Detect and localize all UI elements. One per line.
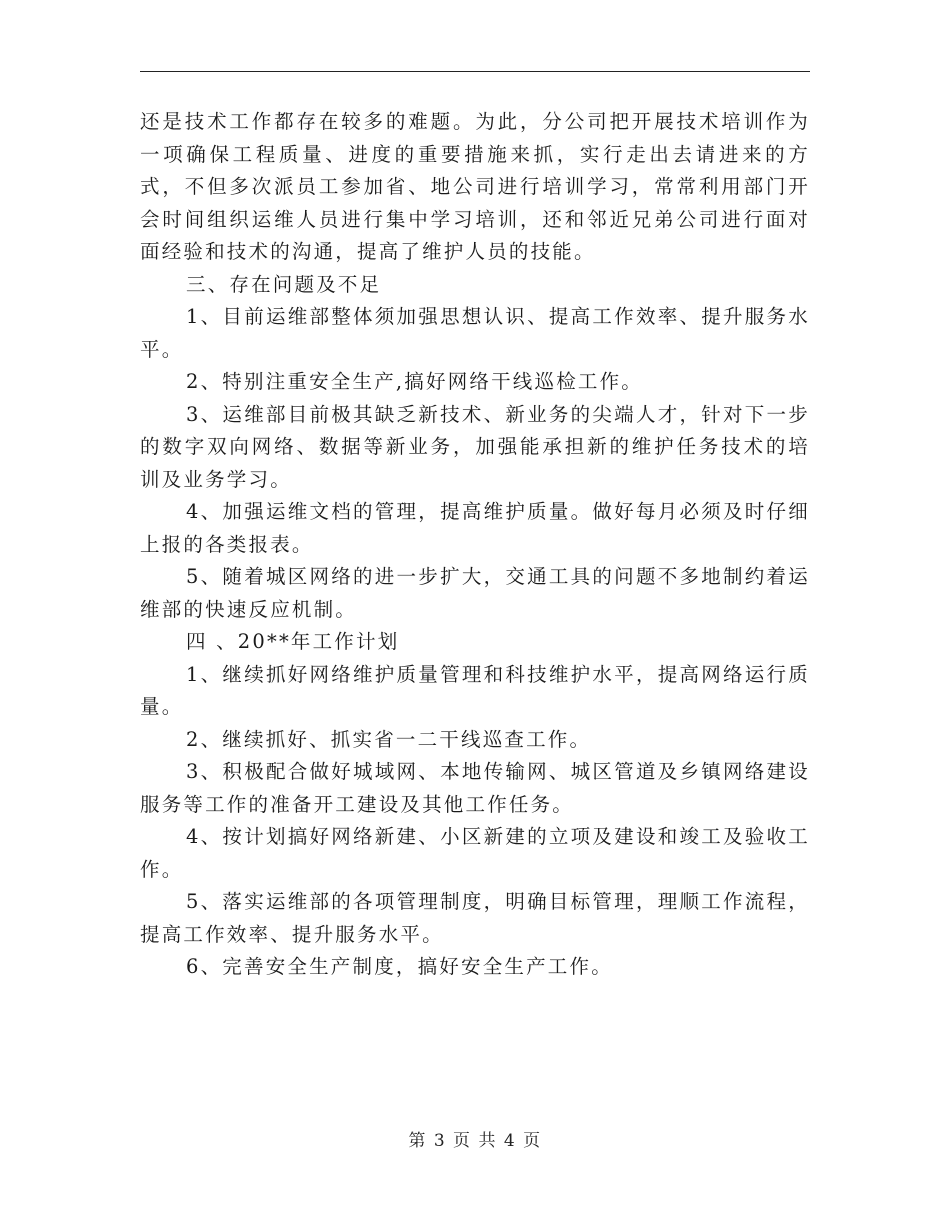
paragraph: 2、特别注重安全生产,搞好网络干线巡检工作。 [186, 370, 644, 393]
paragraph: 4、加强运维文档的管理，提高维护质量。做好每月必须及时仔细上报的各类报表。 [140, 500, 810, 556]
paragraph: 6、完善安全生产制度，搞好安全生产工作。 [186, 955, 613, 978]
section-heading-plan: 四 、20**年工作计划 [186, 630, 400, 653]
paragraph: 5、落实运维部的各项管理制度，明确目标管理，理顺工作流程，提高工作效率、提升服务水平。 [140, 890, 810, 946]
paragraph: 还是技术工作都存在较多的难题。为此，分公司把开展技术培训作为一项确保工程质量、进度的重要措施来抓，实行走出去请进来的方式，不但多次派员工参加省、地公司进行培训学习，常常利用部门开会时间组织运维人员进行集中学习培训，还和邻近兄弟公司进行面对面经验和技术的沟通，提高了维护人员的技能。 [140, 110, 810, 263]
paragraph: 1、目前运维部整体须加强思想认识、提高工作效率、提升服务水平。 [140, 305, 810, 361]
section-heading-problems: 三、存在问题及不足 [186, 272, 382, 296]
paragraph: 3、运维部目前极其缺乏新技术、新业务的尖端人才，针对下一步的数字双向网络、数据等新业务，加强能承担新的维护任务技术的培训及业务学习。 [140, 402, 810, 491]
header-rule [140, 71, 810, 72]
document-body [140, 106, 810, 984]
paragraph: 4、按计划搞好网络新建、小区新建的立项及建设和竣工及验收工作。 [140, 825, 810, 881]
paragraph: 3、积极配合做好城域网、本地传输网、城区管道及乡镇网络建设服务等工作的准备开工建设及其他工作任务。 [140, 760, 810, 816]
paragraph: 5、随着城区网络的进一步扩大，交通工具的问题不多地制约着运维部的快速反应机制。 [140, 565, 810, 621]
paragraph: 2、继续抓好、抓实省一二干线巡查工作。 [186, 727, 592, 751]
page-footer: 第 3 页 共 4 页 [408, 1131, 542, 1151]
paragraph: 1、继续抓好网络维护质量管理和科技维护水平，提高网络运行质量。 [140, 662, 810, 718]
